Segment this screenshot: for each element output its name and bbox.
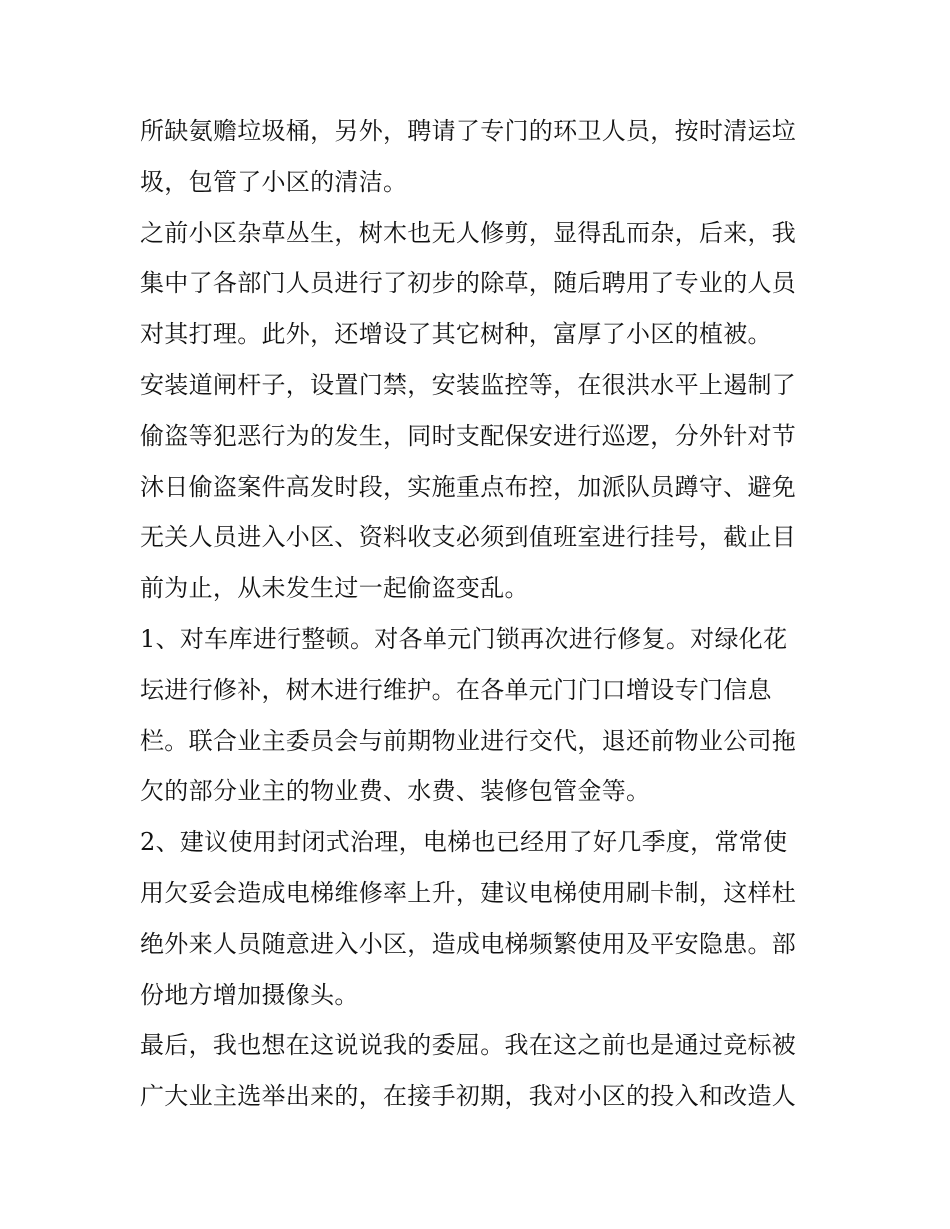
text-line: 2、建议使用封闭式治理，电梯也已经用了好几季度，常常使 [140, 828, 788, 857]
text-line: 圾，包管了小区的清洁。 [140, 167, 408, 196]
text-line: 广大业主选举出来的，在接手初期，我对小区的投入和改造人 [140, 1082, 797, 1111]
text-line: 对其打理。此外，还增设了其它树种，富厚了小区的植被。 [140, 320, 772, 349]
text-line: 1、对车库进行整顿。对各单元门锁再次进行修复。对绿化花 [140, 624, 788, 653]
text-line: 欠的部分业主的物业费、水费、装修包管金等。 [140, 777, 651, 806]
text-line: 前为止，从未发生过一起偷盗变乱。 [140, 574, 529, 603]
text-line: 之前小区杂草丛生，树木也无人修剪，显得乱而杂，后来，我 [140, 218, 797, 247]
text-line: 栏。联合业主委员会与前期物业进行交代，退还前物业公司拖 [140, 726, 797, 755]
text-line: 坛进行修补，树木进行维护。在各单元门门口增设专门信息 [140, 675, 772, 704]
text-line: 用欠妥会造成电梯维修率上升，建议电梯使用刷卡制，这样杜 [140, 878, 797, 907]
text-line: 所缺氨赡垃圾桶，另外，聘请了专门的环卫人员，按时清运垃 [140, 117, 797, 145]
text-line: 沐日偷盗案件高发时段，实施重点布控，加派队员蹲守、避免 [140, 472, 797, 501]
text-line: 绝外来人员随意进入小区，造成电梯频繁使用及平安隐患。部 [140, 929, 797, 958]
text-line: 偷盗等犯恶行为的发生，同时支配保安进行巡逻，分外针对节 [140, 421, 797, 450]
text-line: 最后，我也想在这说说我的委屈。我在这之前也是通过竞标被 [140, 1031, 797, 1060]
text-line: 份地方增加摄像头。 [140, 980, 359, 1009]
document-body [140, 106, 812, 1122]
text-line: 集中了各部门人员进行了初步的除草，随后聘用了专业的人员 [140, 269, 797, 298]
text-line: 安装道闸杆子，设置门禁，安装监控等，在很洪水平上遏制了 [140, 370, 797, 399]
text-line: 无关人员进入小区、资料收支必须到值班室进行挂号，截止目 [140, 523, 797, 552]
